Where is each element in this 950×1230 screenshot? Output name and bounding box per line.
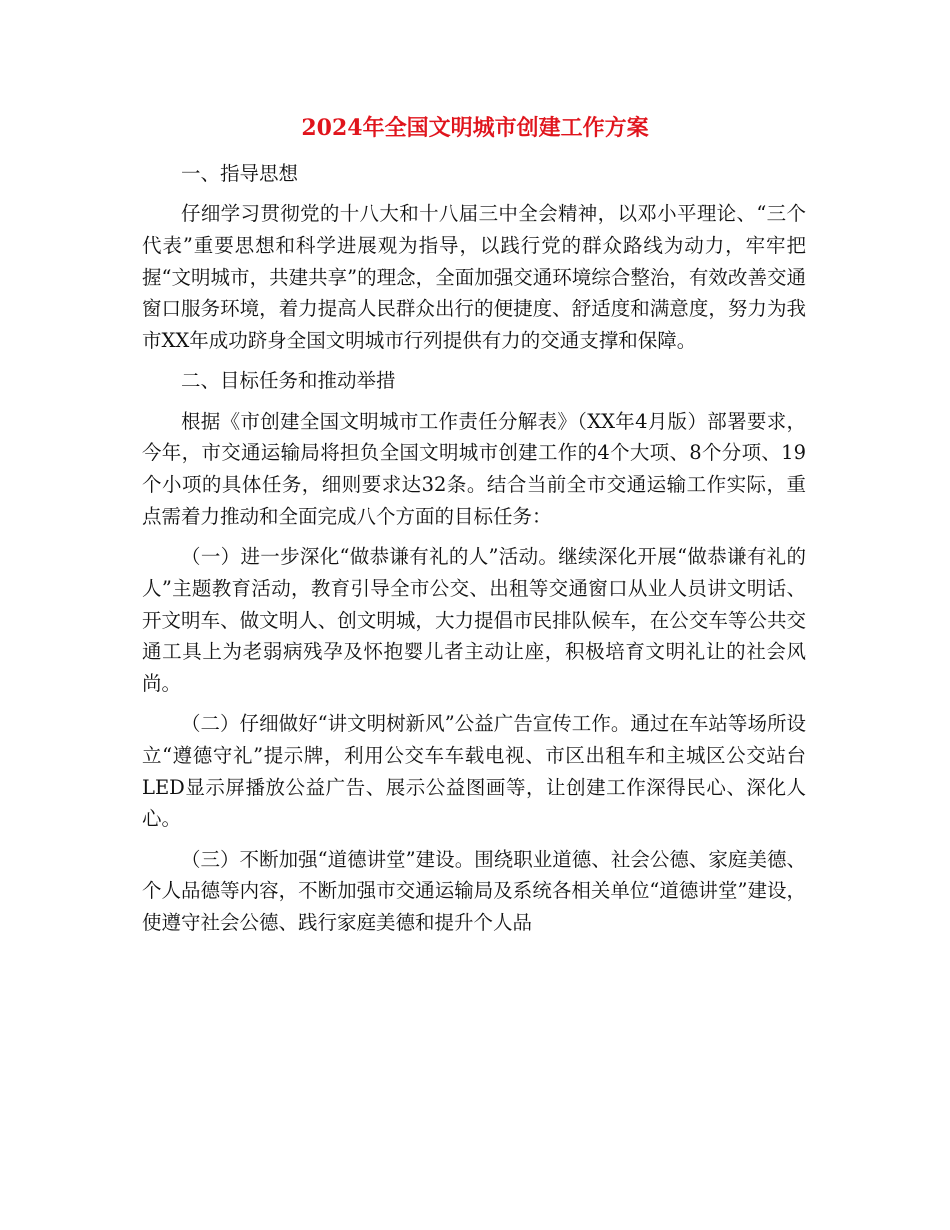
section-heading-guiding-ideology: 一、指导思想 <box>181 162 299 185</box>
document-body <box>142 158 806 947</box>
section-heading-goals-measures: 二、目标任务和推动举措 <box>181 369 396 393</box>
paragraph-task-overview: 根据《市创建全国文明城市工作责任分解表》（XX年4月版）部署要求，今年，市交通运输局将担负全国文明城市创建工作的4个大项、8个分项、19个小项的具体任务，细则要求达32条。结合当前全市交通运输工作实际，重点需着力推动和全面完成八个方面的目标任务： <box>142 409 806 528</box>
document-title: 2024年全国文明城市创建工作方案 <box>301 115 649 141</box>
paragraph-item-1: （一）进一步深化“做恭谦有礼的人”活动。继续深化开展“做恭谦有礼的人”主题教育活动，教育引导全市公交、出租等交通窗口从业人员讲文明话、开文明车、做文明人、创文明城，大力提倡市民排队候车，在公交车等公共交通工具上为老弱病残孕及怀抱婴儿者主动让座，积极培育文明礼让的社会风尚。 <box>142 545 806 695</box>
paragraph-guiding-ideology: 仔细学习贯彻党的十八大和十八届三中全会精神，以邓小平理论、“三个代表”重要思想和科学进展观为指导，以践行党的群众路线为动力，牢牢把握“文明城市，共建共享”的理念，全面加强交通环境综合整治，有效改善交通窗口服务环境，着力提高人民群众出行的便捷度、舒适度和满意度，努力为我市XX年成功跻身全国文明城市行列提供有力的交通支撑和保障。 <box>142 202 806 353</box>
paragraph-item-2: （二）仔细做好“讲文明树新风”公益广告宣传工作。通过在车站等场所设立“遵德守礼”提示牌，利用公交车车载电视、市区出租车和主城区公交站台LED显示屏播放公益广告、展示公益图画等，让创建工作深得民心、深化人心。 <box>142 712 806 831</box>
paragraph-item-3: （三）不断加强“道德讲堂”建设。围绕职业道德、社会公德、家庭美德、个人品德等内容，不断加强市交通运输局及系统各相关单位“道德讲堂”建设，使遵守社会公德、践行家庭美德和提升个人品 <box>142 847 806 935</box>
